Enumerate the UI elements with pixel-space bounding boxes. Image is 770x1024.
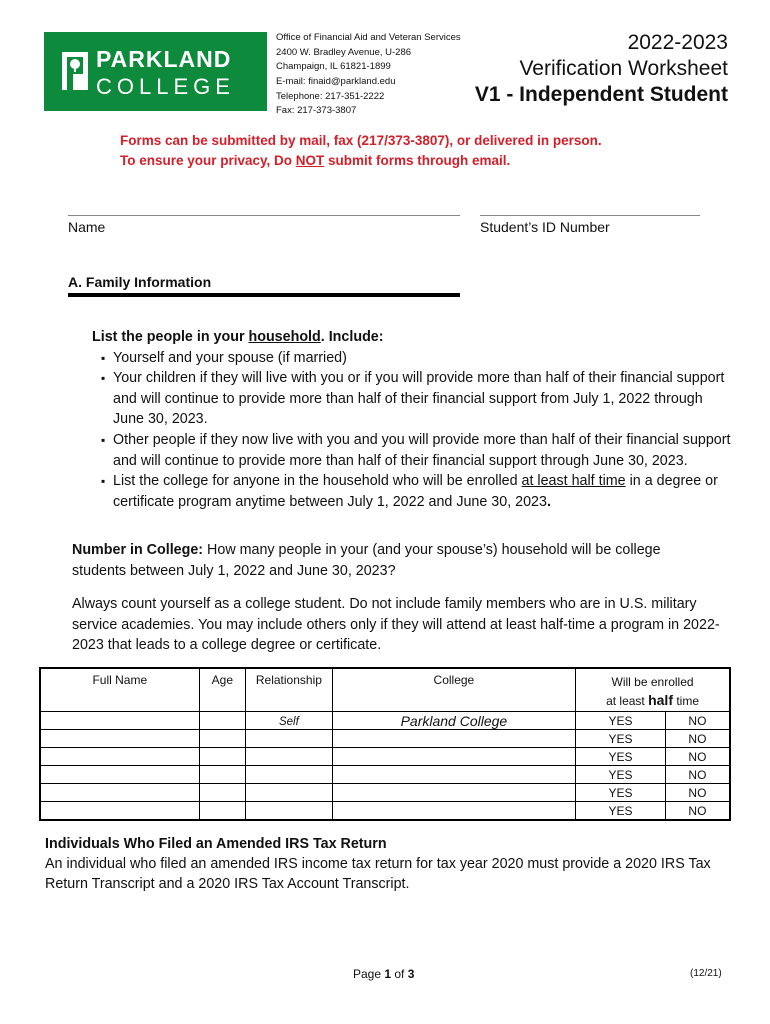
student-id-label: Student’s ID Number (480, 219, 610, 235)
award-year: 2022-2023 (627, 31, 728, 54)
half-time-text: at least half time (521, 473, 626, 490)
college-cell[interactable] (332, 730, 575, 748)
relationship-cell[interactable] (246, 748, 333, 766)
no-option[interactable]: NO (665, 712, 730, 730)
parkland-logo (44, 32, 267, 111)
office-address: 2400 W. Bradley Avenue, U-286 (276, 46, 412, 58)
household-list (92, 348, 732, 513)
yes-option[interactable]: YES (576, 712, 666, 730)
amended-return-section (45, 834, 735, 894)
header-enrolled (576, 668, 730, 712)
revision-date: (12/21) (690, 968, 722, 979)
no-option[interactable]: NO (665, 748, 730, 766)
office-email: E-mail: finaid@parkland.edu (276, 76, 396, 88)
household-word: household (248, 329, 321, 345)
self-label: Self (278, 715, 299, 728)
header-enrolled-half: half (648, 692, 673, 708)
relationship-cell (246, 712, 333, 730)
yes-option[interactable]: YES (576, 784, 666, 802)
table-row (40, 802, 730, 821)
notice-line2 (120, 151, 602, 171)
relationship-cell[interactable] (246, 784, 333, 802)
header-full-name: Full Name (40, 668, 199, 712)
bullet4-end: . (546, 493, 551, 510)
table-row (40, 784, 730, 802)
amended-heading: Individuals Who Filed an Amended IRS Tax Return (45, 836, 387, 852)
student-id-line[interactable] (480, 215, 700, 216)
no-option[interactable]: NO (665, 766, 730, 784)
notice-line2-post: submit forms through email. (324, 153, 511, 168)
full-name-cell[interactable] (40, 802, 199, 821)
page-total: 3 (407, 967, 415, 981)
section-a-heading: A. Family Information (68, 274, 460, 297)
household-heading-pre: List the people in your (92, 329, 249, 345)
college-cell[interactable] (332, 748, 575, 766)
header-enrolled-pre: at least (606, 694, 649, 708)
table-row (40, 730, 730, 748)
header-college: College (332, 668, 575, 712)
list-item: ▪ Other people if they now live with you and you will provide more than half of their financial support and will continue to provide more than half of their financial support through June 30, 2023. (92, 430, 732, 471)
office-city: Champaign, IL 61821-1899 (276, 61, 391, 73)
full-name-cell[interactable] (40, 748, 199, 766)
number-in-college-label: Number in College: (72, 542, 204, 558)
number-in-college (72, 540, 712, 581)
college-cell (332, 712, 575, 730)
yes-option[interactable]: YES (576, 766, 666, 784)
list-item (92, 471, 732, 512)
age-cell[interactable] (199, 784, 246, 802)
notice-line1: Forms can be submitted by mail, fax (217/373-3807), or delivered in person. (120, 133, 602, 148)
table-row (40, 712, 730, 730)
bullet4-pre: List the college for anyone in the household who will be enrolled (113, 473, 522, 490)
worksheet-title: Verification Worksheet (519, 57, 728, 80)
household-heading-post: . Include: (320, 329, 384, 345)
contact-block (276, 31, 461, 119)
college-cell[interactable] (332, 766, 575, 784)
household-instructions (92, 327, 732, 512)
header-enrolled-line2 (576, 691, 729, 710)
page-mid: of (391, 967, 408, 981)
relationship-cell[interactable] (246, 802, 333, 821)
office-phone: Telephone: 217-351-2222 (276, 90, 385, 102)
logo-line2: COLLEGE (96, 74, 235, 99)
number-in-college-text: How many people in your (and your spouse’s) household will be college students between July 1, 2022 and June 30, 2023? (72, 542, 661, 579)
page-number (353, 967, 414, 981)
name-label: Name (68, 219, 106, 235)
age-cell[interactable] (199, 802, 246, 821)
yes-option[interactable]: YES (576, 748, 666, 766)
amended-text: An individual who filed an amended IRS income tax return for tax year 2020 must provide a 2020 IRS Tax Return Transcript and a 2020 IRS Tax Account Transcript. (45, 856, 711, 892)
submission-notice (120, 131, 602, 171)
no-option[interactable]: NO (665, 802, 730, 821)
no-option[interactable]: NO (665, 784, 730, 802)
full-name-cell[interactable] (40, 766, 199, 784)
table-row (40, 766, 730, 784)
age-cell[interactable] (199, 730, 246, 748)
age-cell[interactable] (199, 766, 246, 784)
office-name: Office of Financial Aid and Veteran Services (276, 32, 461, 43)
relationship-cell[interactable] (246, 730, 333, 748)
notice-line2-pre: To ensure your privacy, Do (120, 153, 296, 168)
household-table (39, 667, 731, 821)
list-item: ▪ Yourself and your spouse (if married) (92, 348, 732, 369)
age-cell[interactable] (199, 712, 246, 730)
relationship-cell[interactable] (246, 766, 333, 784)
worksheet-variant: V1 - Independent Student (474, 83, 728, 106)
household-heading (92, 327, 732, 348)
age-cell[interactable] (199, 748, 246, 766)
office-fax: Fax: 217-373-3807 (276, 105, 357, 117)
table-row (40, 748, 730, 766)
yes-option[interactable]: YES (576, 802, 666, 821)
logo-line1: PARKLAND (96, 46, 232, 72)
header-relationship: Relationship (246, 668, 333, 712)
no-option[interactable]: NO (665, 730, 730, 748)
page-num: 1 (384, 967, 392, 981)
parkland-college-label: Parkland College (400, 712, 508, 729)
header-enrolled-post: time (672, 694, 699, 708)
yes-option[interactable]: YES (576, 730, 666, 748)
page-pre: Page (353, 967, 385, 981)
full-name-cell[interactable] (40, 784, 199, 802)
list-item: ▪ Your children if they will live with you or if you will provide more than half of their financial support and will continue to provide more than half of their financial support from July 1, 2022 through June 30, 2023. (92, 368, 732, 430)
parkland-p-icon (62, 52, 88, 90)
always-count-text: Always count yourself as a college student. Do not include family members who are in U.S. military service academies. You may include others only if they will attend at least half-time a program in 2022-2023 that leads to a college degree or certificate. (72, 596, 720, 654)
table-header-row (40, 668, 730, 712)
header-enrolled-line1: Will be enrolled (611, 675, 694, 689)
full-name-cell[interactable] (40, 730, 199, 748)
document-title (475, 30, 728, 108)
college-cell[interactable] (332, 802, 575, 821)
header-age: Age (199, 668, 246, 712)
bullet4-post: in a degree or certificate program anytime between July 1, 2022 and June 30, 2023 (113, 473, 718, 510)
college-cell[interactable] (332, 784, 575, 802)
name-line[interactable] (68, 215, 460, 216)
notice-not: NOT (295, 153, 325, 168)
full-name-cell[interactable] (40, 712, 199, 730)
